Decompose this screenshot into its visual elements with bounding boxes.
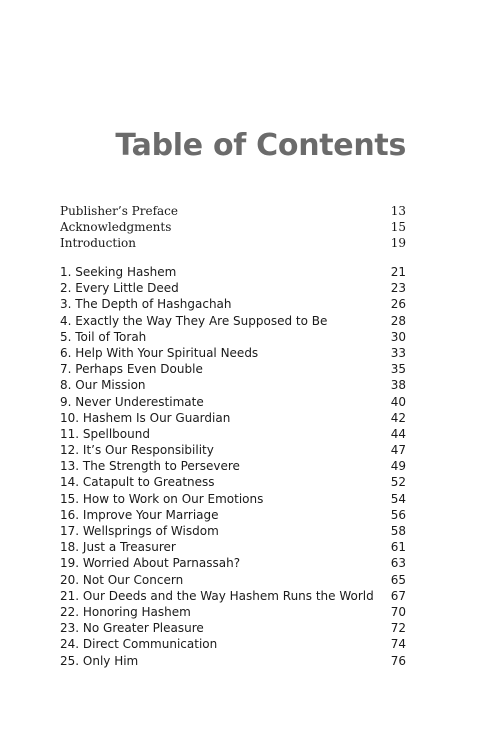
toc-entry-label: Acknowledgments xyxy=(60,220,172,235)
toc-entry-page: 13 xyxy=(390,204,406,218)
toc-entry[interactable] xyxy=(60,203,406,219)
toc-entry-label: Introduction xyxy=(60,236,136,251)
toc-entry-page: 63 xyxy=(390,556,406,571)
toc-entry-page: 40 xyxy=(390,394,406,409)
toc-entry[interactable] xyxy=(60,588,406,604)
toc-entry-label: 24. Direct Communication xyxy=(60,637,218,652)
toc-entry-page: 38 xyxy=(390,378,406,393)
toc-entry[interactable] xyxy=(60,394,406,410)
toc-entry-page: 47 xyxy=(390,443,406,458)
toc-entry-label: 17. Wellsprings of Wisdom xyxy=(60,524,219,538)
toc-entry[interactable] xyxy=(60,296,406,312)
toc-entry[interactable] xyxy=(60,361,406,377)
toc-entry-page: 23 xyxy=(390,281,406,296)
toc-entry-label: 10. Hashem Is Our Guardian xyxy=(60,410,231,425)
toc-entry[interactable] xyxy=(60,539,406,555)
page-title: Table of Contents xyxy=(115,128,406,163)
toc-entry[interactable] xyxy=(60,410,406,426)
front-matter-list xyxy=(60,203,406,252)
toc-entry-label: 7. Perhaps Even Double xyxy=(60,362,203,377)
toc-entry[interactable] xyxy=(60,280,406,296)
toc-entry-page: 56 xyxy=(390,507,406,522)
toc-entry[interactable] xyxy=(60,653,406,669)
toc-entry-page: 33 xyxy=(390,345,406,360)
toc-entry-label: 19. Worried About Parnassah? xyxy=(60,556,241,571)
toc-entry-label: 20. Not Our Concern xyxy=(60,572,184,587)
toc-entry-page: 54 xyxy=(390,491,406,506)
toc-entry-page: 72 xyxy=(390,621,406,636)
toc-entry[interactable] xyxy=(60,572,406,588)
toc-entry[interactable] xyxy=(60,491,406,507)
toc-entry[interactable] xyxy=(60,235,406,251)
toc-entry[interactable] xyxy=(60,219,406,235)
toc-entry[interactable] xyxy=(60,345,406,361)
chapter-list xyxy=(60,264,406,669)
toc-entry-page: 30 xyxy=(390,329,406,344)
toc-entry-page: 67 xyxy=(390,588,406,603)
toc-entry-page: 76 xyxy=(390,653,406,668)
toc-entry[interactable] xyxy=(60,620,406,636)
toc-entry[interactable] xyxy=(60,264,406,280)
toc-entry-page: 15 xyxy=(390,220,406,235)
toc-entry-label: 18. Just a Treasurer xyxy=(60,540,176,555)
toc-entry[interactable] xyxy=(60,474,406,490)
toc-entry-page: 42 xyxy=(390,410,406,425)
toc-entry-page: 74 xyxy=(390,637,406,652)
toc-entry[interactable] xyxy=(60,377,406,393)
toc-entry-label: 6. Help With Your Spiritual Needs xyxy=(60,345,259,360)
toc-entry-label: 11. Spellbound xyxy=(60,426,150,441)
toc-entry[interactable] xyxy=(60,604,406,620)
toc-entry-page: 49 xyxy=(390,459,406,474)
toc-entry[interactable] xyxy=(60,426,406,442)
toc-entry-page: 35 xyxy=(390,362,406,377)
toc-entry[interactable] xyxy=(60,507,406,523)
toc-entry[interactable] xyxy=(60,458,406,474)
toc-entry-page: 26 xyxy=(390,297,406,312)
toc-entry-page: 19 xyxy=(390,236,406,251)
toc-entry[interactable] xyxy=(60,523,406,539)
toc-entry-label: Publisher’s Preface xyxy=(60,204,179,218)
toc-entry-label: 2. Every Little Deed xyxy=(60,281,179,296)
toc-entry-page: 58 xyxy=(390,524,406,538)
toc-entry-label: 4. Exactly the Way They Are Supposed to Be xyxy=(60,313,328,328)
toc-entry-page: 52 xyxy=(390,475,406,490)
toc-entry-label: 5. Toil of Torah xyxy=(60,329,147,344)
toc-entry-label: 12. It’s Our Responsibility xyxy=(60,443,214,458)
toc-entry-label: 16. Improve Your Marriage xyxy=(60,507,219,522)
toc-entry-label: 1. Seeking Hashem xyxy=(60,265,177,279)
toc-entry-page: 70 xyxy=(390,604,406,619)
toc-entry-page: 61 xyxy=(390,540,406,555)
toc-entry-page: 65 xyxy=(390,572,406,587)
toc-entry-label: 15. How to Work on Our Emotions xyxy=(60,491,264,506)
toc-entry-label: 3. The Depth of Hashgachah xyxy=(60,297,232,312)
toc-entry-page: 21 xyxy=(390,265,406,279)
toc-entry-label: 25. Only Him xyxy=(60,653,139,668)
toc-entry-label: 9. Never Underestimate xyxy=(60,394,204,409)
toc-entry[interactable] xyxy=(60,442,406,458)
toc-entry[interactable] xyxy=(60,329,406,345)
toc-entry-label: 21. Our Deeds and the Way Hashem Runs the World xyxy=(60,588,374,603)
toc-entry[interactable] xyxy=(60,555,406,571)
toc-entry-label: 8. Our Mission xyxy=(60,378,146,393)
toc-entry-page: 44 xyxy=(390,426,406,441)
toc-entry[interactable] xyxy=(60,636,406,652)
toc-entry-label: 14. Catapult to Greatness xyxy=(60,475,215,490)
toc-entry-page: 28 xyxy=(390,313,406,328)
toc-entry-label: 23. No Greater Pleasure xyxy=(60,621,204,636)
toc-entry[interactable] xyxy=(60,313,406,329)
toc-entry-label: 22. Honoring Hashem xyxy=(60,604,191,619)
toc-entry-label: 13. The Strength to Persevere xyxy=(60,459,240,474)
